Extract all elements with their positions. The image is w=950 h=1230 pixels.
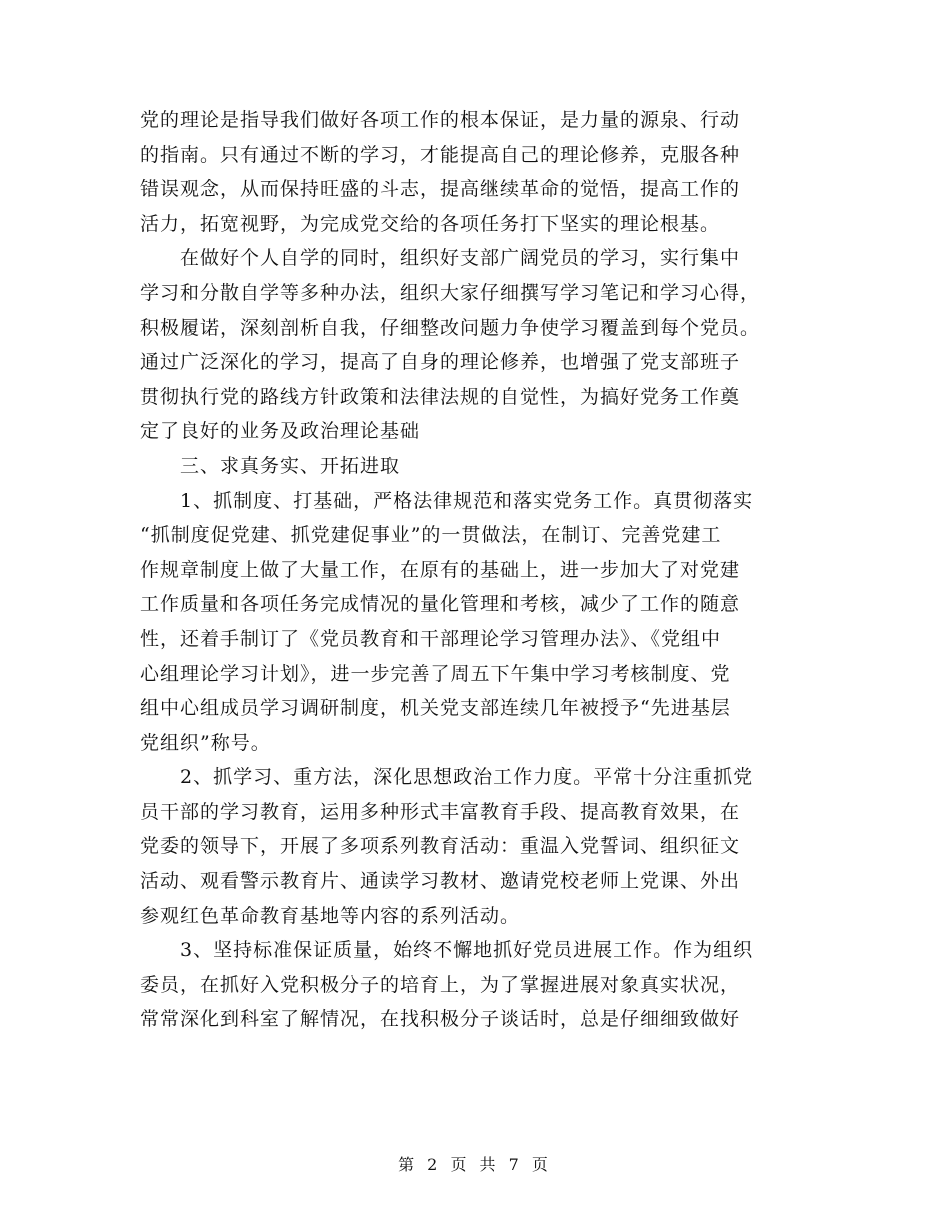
text-line: 活力，拓宽视野，为完成党交给的各项任务打下坚实的理论根基。: [140, 212, 721, 235]
text-line: 2、抓学习、重方法，深化思想政治工作力度。平常十分注重抓党: [140, 766, 754, 789]
text-line: 心组理论学习计划》，进一步完善了周五下午集中学习考核制度、党: [140, 662, 731, 685]
text-line: 组中心组成员学习调研制度，机关党支部连续几年被授予“先进基层: [140, 697, 731, 720]
page-footer: [0, 1152, 950, 1175]
text-line: 贯彻执行党的路线方针政策和法律法规的自觉性，为搞好党务工作奠: [140, 385, 741, 408]
text-line: 党组织”称号。: [140, 731, 271, 754]
text-line: 党委的领导下，开展了多项系列教育活动：重温入党誓词、组织征文: [140, 835, 741, 858]
text-line: 通过广泛深化的学习，提高了自身的理论修养，也增强了党支部班子: [140, 351, 741, 374]
text-line: 性，还着手制订了《党员教育和干部理论学习管理办法》、《党组中: [140, 627, 722, 650]
text-line: 定了良好的业务及政治理论基础: [140, 420, 421, 443]
text-line: “抓制度促党建、抓党建促事业”的一贯做法，在制订、完善党建工: [140, 524, 722, 547]
text-line: 参观红色革命教育基地等内容的系列活动。: [140, 904, 521, 927]
text-line: 在做好个人自学的同时，组织好支部广阔党员的学习，实行集中: [140, 247, 741, 270]
section-heading: 三、求真务实、开拓进取: [140, 454, 401, 477]
text-line: 的指南。只有通过不断的学习，才能提高自己的理论修养，克服各种: [140, 143, 741, 166]
text-line: 作规章制度上做了大量工作，在原有的基础上，进一步加大了对党建: [140, 558, 741, 581]
page-number-label: 第 2 页 共 7 页: [398, 1155, 552, 1174]
document-body: [140, 103, 810, 1037]
text-line: 3、坚持标准保证质量，始终不懈地抓好党员进展工作。作为组织: [140, 939, 754, 962]
text-line: 常常深化到科室了解情况，在找积极分子谈话时，总是仔细细致做好: [140, 1008, 741, 1031]
text-line: 工作质量和各项任务完成情况的量化管理和考核，减少了工作的随意: [140, 593, 741, 616]
text-line: 错误观念，从而保持旺盛的斗志，提高继续革命的觉悟，提高工作的: [140, 178, 741, 201]
text-line: 员干部的学习教育，运用多种形式丰富教育手段、提高教育效果，在: [140, 800, 741, 823]
text-line: 学习和分散自学等多种办法，组织大家仔细撰写学习笔记和学习心得，: [140, 281, 761, 304]
text-line: 党的理论是指导我们做好各项工作的根本保证，是力量的源泉、行动: [140, 109, 741, 131]
text-line: 委员，在抓好入党积极分子的培育上，为了掌握进展对象真实状况，: [140, 973, 741, 996]
text-line: 积极履诺，深刻剖析自我，仔细整改问题力争使学习覆盖到每个党员。: [140, 316, 761, 339]
text-line: 1、抓制度、打基础，严格法律规范和落实党务工作。真贯彻落实: [140, 489, 754, 512]
text-line: 活动、观看警示教育片、通读学习教材、邀请党校老师上党课、外出: [140, 870, 741, 893]
